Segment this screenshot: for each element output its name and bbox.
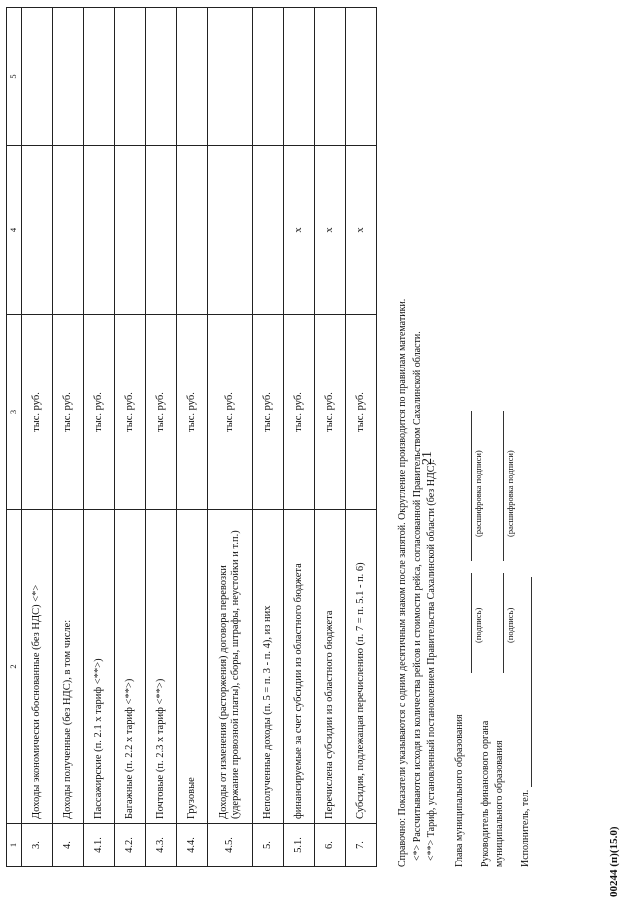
executor-line xyxy=(531,577,532,787)
row-number: 6. xyxy=(315,824,346,867)
table-row xyxy=(208,8,253,867)
row-name: Почтовые (п. 2.3 x тариф <**>) xyxy=(146,510,177,824)
row-number: 4.5. xyxy=(208,824,253,867)
table-row xyxy=(284,8,315,867)
header-cell-1: 1 xyxy=(7,824,22,867)
head-decode-caption: (расшифровка подписи) xyxy=(473,450,483,537)
table-row xyxy=(53,8,84,867)
table-row xyxy=(177,8,208,867)
row-number: 4. xyxy=(53,824,84,867)
fin-label-1: Руководитель финансового органа xyxy=(480,720,491,867)
row-col5 xyxy=(315,8,346,146)
row-col5 xyxy=(284,8,315,146)
row-name: Доходы экономически обоснованные (без НДС) <*> xyxy=(22,510,53,824)
fin-signature-line xyxy=(503,573,504,673)
header-cell-3: 3 xyxy=(7,315,22,510)
row-name: Доходы от изменения (расторжения) договора перевозки (удержание провозной платы), сборы, штрафы, неустойки и т.п.) xyxy=(208,510,253,824)
row-number: 3. xyxy=(22,824,53,867)
row-col4 xyxy=(177,146,208,315)
table-row xyxy=(84,8,115,867)
row-number: 4.4. xyxy=(177,824,208,867)
table-header-row xyxy=(7,8,22,867)
row-number: 7. xyxy=(346,824,377,867)
row-unit: тыс. руб. xyxy=(115,315,146,510)
row-col5 xyxy=(146,8,177,146)
notes-block xyxy=(396,17,440,867)
row-col5 xyxy=(53,8,84,146)
fin-signature-caption: (подпись) xyxy=(505,607,515,643)
table-row xyxy=(253,8,284,867)
row-number: 5. xyxy=(253,824,284,867)
row-unit: тыс. руб. xyxy=(22,315,53,510)
fin-decode-caption: (расшифровка подписи) xyxy=(505,450,515,537)
row-number: 4.2. xyxy=(115,824,146,867)
row-col4 xyxy=(208,146,253,315)
table-row xyxy=(146,8,177,867)
note-footnote-2: <**> Тариф, установленный постановлением Правительства Сахалинской области (без НДС). xyxy=(426,459,437,861)
head-signature-line xyxy=(471,573,472,673)
header-cell-5: 5 xyxy=(7,8,22,146)
fin-label-2: муниципального образования xyxy=(494,740,505,867)
head-decode-line xyxy=(471,411,472,561)
table-row xyxy=(22,8,53,867)
head-signature-caption: (подпись) xyxy=(473,607,483,643)
table-row xyxy=(315,8,346,867)
row-col4 xyxy=(146,146,177,315)
row-col4 xyxy=(253,146,284,315)
row-col4 xyxy=(115,146,146,315)
row-unit: тыс. руб. xyxy=(253,315,284,510)
row-col5 xyxy=(84,8,115,146)
row-unit: тыс. руб. xyxy=(284,315,315,510)
row-col5 xyxy=(208,8,253,146)
executor-label: Исполнитель, тел. xyxy=(520,789,531,867)
header-cell-4: 4 xyxy=(7,146,22,315)
header-cell-2: 2 xyxy=(7,510,22,824)
form-code: 00244 (п)(15.0) xyxy=(608,826,620,897)
row-number: 5.1. xyxy=(284,824,315,867)
row-col5 xyxy=(22,8,53,146)
row-col4 xyxy=(53,146,84,315)
page-number: 21 xyxy=(420,451,435,465)
row-unit: тыс. руб. xyxy=(84,315,115,510)
row-unit: тыс. руб. xyxy=(208,315,253,510)
row-unit: тыс. руб. xyxy=(146,315,177,510)
head-label: Глава муниципального образования xyxy=(454,714,465,867)
row-col5 xyxy=(115,8,146,146)
row-unit: тыс. руб. xyxy=(315,315,346,510)
row-number: 4.3. xyxy=(146,824,177,867)
note-reference: Справочно: Показатели указываются с одним десятичным знаком после запятой. Округление производится по правилам математики. xyxy=(397,298,408,867)
row-col4 xyxy=(84,146,115,315)
note-footnote-1: <*> Рассчитываются исходя из количества рейсов и стоимости рейса, согласованной Правительством Сахалинской области. xyxy=(411,331,423,861)
row-col4 xyxy=(22,146,53,315)
row-unit: тыс. руб. xyxy=(177,315,208,510)
row-name: Перечислена субсидии из областного бюджета xyxy=(315,510,346,824)
row-unit: тыс. руб. xyxy=(53,315,84,510)
row-name: Багажные (п. 2.2 x тариф <**>) xyxy=(115,510,146,824)
row-col5 xyxy=(177,8,208,146)
row-name: Доходы полученные (без НДС), в том числе: xyxy=(53,510,84,824)
row-col4: x xyxy=(346,146,377,315)
table-row xyxy=(115,8,146,867)
row-name: финансируемые за счет субсидии из областного бюджета xyxy=(284,510,315,824)
data-table xyxy=(6,7,377,867)
fin-decode-line xyxy=(503,411,504,561)
row-col5 xyxy=(346,8,377,146)
row-col5 xyxy=(253,8,284,146)
row-col4: x xyxy=(315,146,346,315)
row-name: Грузовые xyxy=(177,510,208,824)
row-number: 4.1. xyxy=(84,824,115,867)
row-name: Неполученные доходы (п. 5 = п. 3 - п. 4), из них xyxy=(253,510,284,824)
row-unit: тыс. руб. xyxy=(346,315,377,510)
row-name: Субсидия, подлежащая перечислению (п. 7 = п. 5.1 - п. 6) xyxy=(346,510,377,824)
table-row xyxy=(346,8,377,867)
row-col4: x xyxy=(284,146,315,315)
row-name: Пассажирские (п. 2.1 x тариф <**>) xyxy=(84,510,115,824)
